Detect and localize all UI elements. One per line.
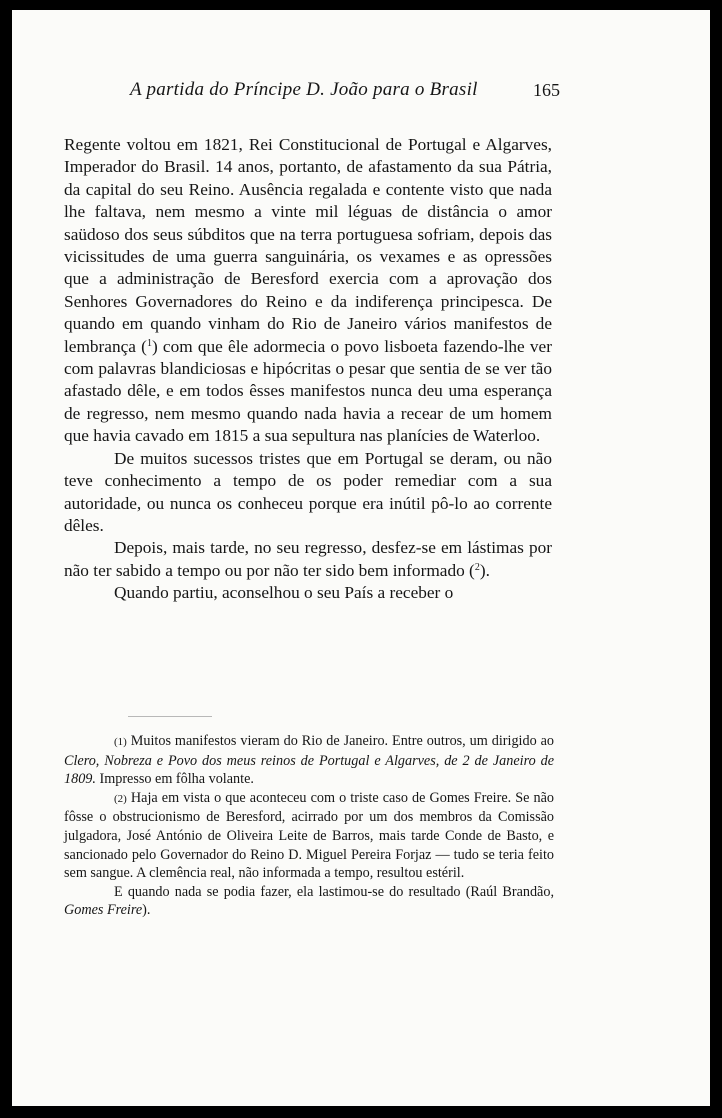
footnote-3-italic: Gomes Freire bbox=[64, 902, 143, 919]
main-text bbox=[64, 134, 552, 605]
footnote-1-italic: Clero, Nobreza e Povo dos meus reinos de Portugal e Algarves, de 2 de Janeiro de 1809. bbox=[64, 752, 554, 788]
page-number: 165 bbox=[533, 80, 560, 100]
footnote-2-mark: (2) bbox=[114, 792, 127, 805]
paragraph-3-part-a: Depois, mais tarde, no seu regresso, desfez-se em lástimas por não ter sabido a tempo ou por não ter sido bem informado ( bbox=[64, 538, 552, 580]
footnote-3-text-b: ). bbox=[142, 902, 151, 919]
paragraph-1-part-a: Regente voltou em 1821, Rei Constitucional de Portugal e Algarves, Imperador do Brasil. 14 anos, portanto, de afastamento da sua Pátria, da capital do seu Reino. Ausência regalada e contente visto que nada lhe faltava, nem mesmo a vinte mil léguas de distância o amor saüdoso dos seus súbditos que na terra portuguesa sofriam, depois das vicissitudes de uma guerra sanguinária, os vexames e as opressões que a administração de Beresford exercia com a aprovação dos Senhores Governadores do Reino e da indiferença principesca. De quando em quando vinham do Rio de Janeiro vários manifestos de lembrança ( bbox=[64, 135, 552, 356]
footnote-2 bbox=[64, 789, 554, 883]
footnote-1-text-a: Muitos manifestos vieram do Rio de Janeiro. Entre outros, um dirigido ao bbox=[130, 733, 555, 749]
running-title: A partida do Príncipe D. João para o Brasil bbox=[130, 79, 478, 100]
paragraph-3-part-b: ). bbox=[479, 560, 490, 580]
footnote-ref-2: 2 bbox=[474, 561, 480, 573]
footnote-1 bbox=[64, 732, 554, 789]
paragraph-3 bbox=[64, 537, 552, 582]
paragraph-4: Quando partiu, aconselhou o seu País a receber o bbox=[114, 583, 454, 603]
footnote-1-text-b: Impresso em fôlha volante. bbox=[95, 771, 254, 788]
footnotes bbox=[64, 732, 554, 920]
paragraph-1 bbox=[64, 134, 552, 448]
footnote-2-continuation bbox=[64, 883, 554, 920]
running-header bbox=[130, 78, 560, 102]
footnote-ref-1: 1 bbox=[146, 337, 152, 349]
footnote-3-text-a: E quando nada se podia fazer, ela lastimou-se do resultado (Raúl Brandão, bbox=[114, 883, 554, 900]
footnote-1-mark: (1) bbox=[114, 736, 127, 748]
paragraph-1-part-b: ) com que êle adormecia o povo lisboeta fazendo-lhe ver com palavras blandiciosas e hipócritas o pesar que sentia de se ver tão afastado dêle, e em todos êsses manifestos nunca deu uma esperança de regresso, nem mesmo quando nada havia a recear de um homem que havia cavado em 1815 a sua sepultura nas planícies de Waterloo. bbox=[64, 336, 552, 446]
paragraph-2: De muitos sucessos tristes que em Portugal se deram, ou não teve conhecimento a tempo de os poder remediar com a sua autoridade, ou nunca os conheceu porque era inútil pô-lo ao corrente dêles. bbox=[64, 448, 552, 535]
footnote-2-text: Haja em vista o que aconteceu com o triste caso de Gomes Freire. Se não fôsse o obstrucionismo de Beresford, acirrado por um dos membros da Comissão julgadora, José António de Oliveira Leite de Barros, mais tarde Conde de Basto, e sancionado pelo Governador do Reino D. Miguel Pereira Forjaz — tudo se teria feito sem sangue. A clemência real, não informada a tempo, resultou estéril. bbox=[64, 789, 555, 882]
book-page bbox=[12, 10, 710, 1106]
footnote-divider bbox=[128, 716, 212, 717]
